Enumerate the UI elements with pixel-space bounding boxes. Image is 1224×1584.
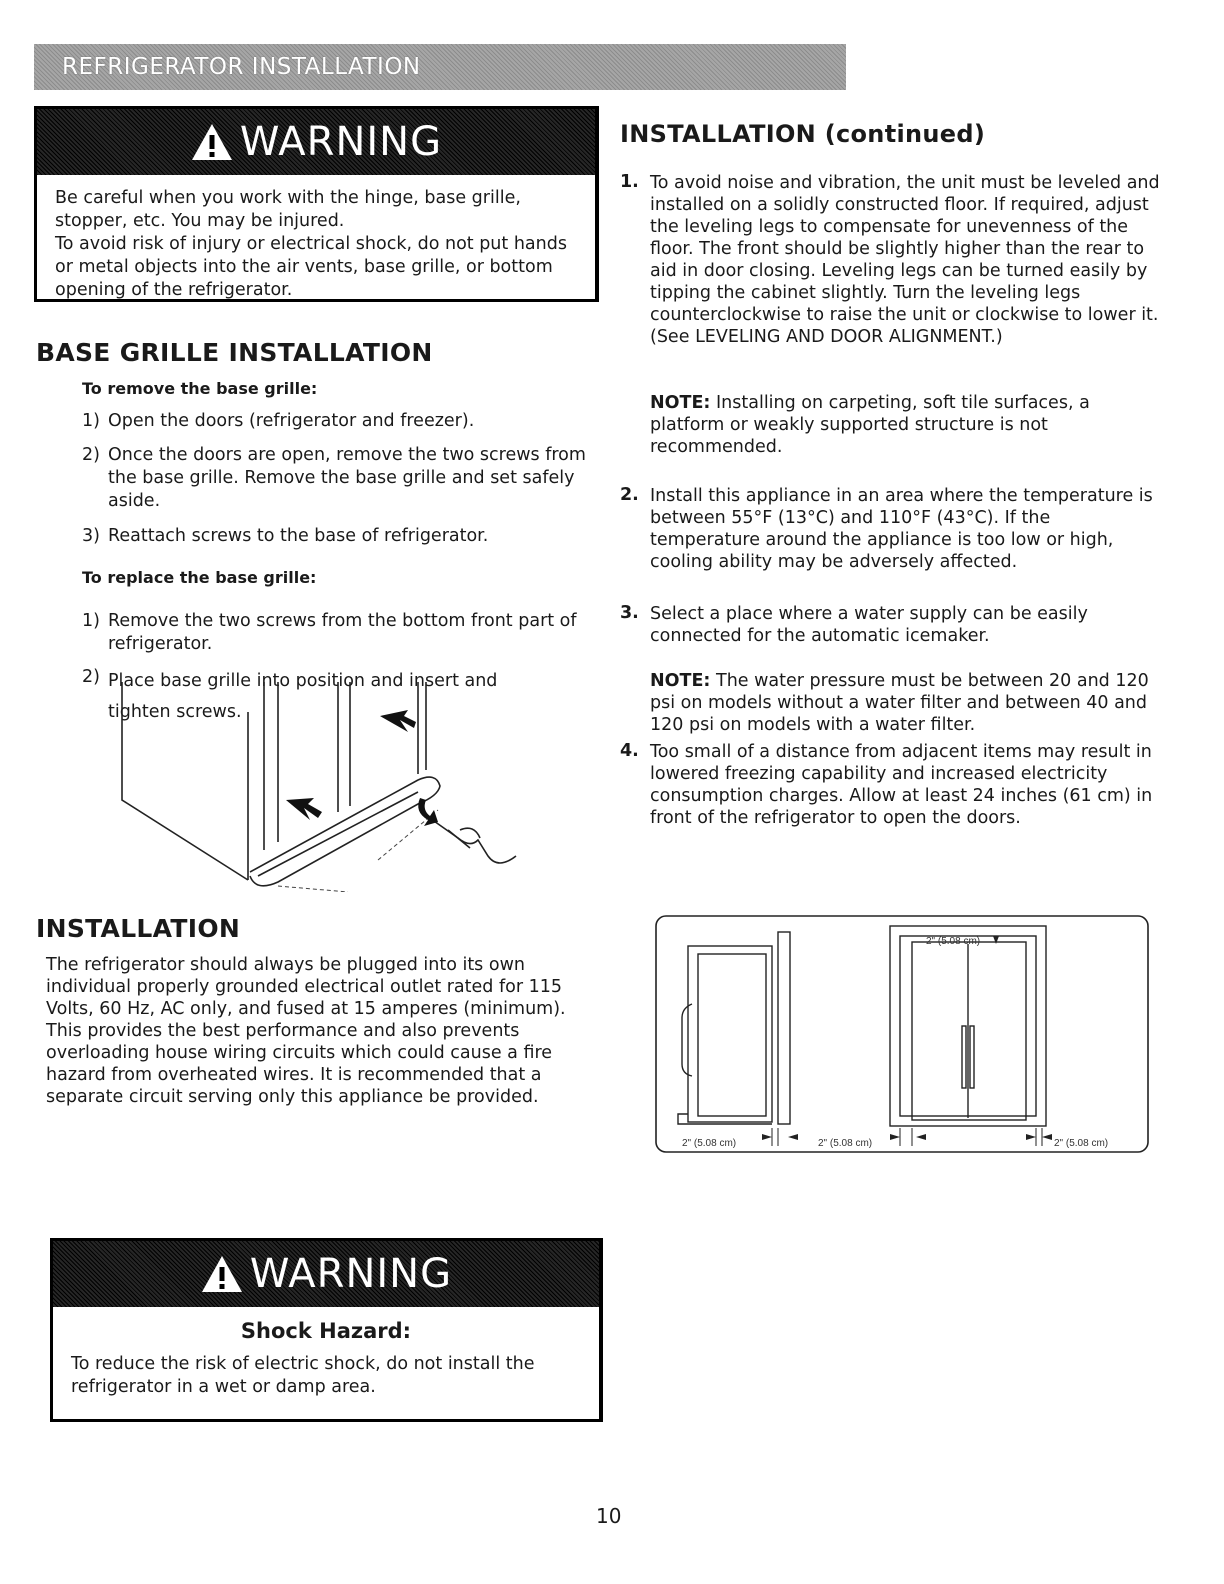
note-label: NOTE:: [650, 393, 711, 413]
list-item: [82, 444, 592, 514]
note: [650, 392, 1090, 458]
item-number: 2.: [620, 485, 639, 505]
warning-header: [53, 1241, 599, 1307]
item-number: 4.: [620, 741, 639, 761]
list-item: [620, 603, 1164, 651]
arrow-icon: [890, 1134, 900, 1140]
item-text-block: [650, 172, 1164, 348]
arrow-icon: [993, 936, 999, 944]
rotation-arrow-icon: [418, 798, 438, 826]
list-item: [620, 172, 1164, 372]
step-number: 3): [82, 526, 100, 546]
installation-heading: INSTALLATION: [36, 914, 241, 943]
item-text: Install this appliance in an area where the temperature is between 55°F (13°C) and 110°F (43°C). If the temperature around the appliance is too low or high, cooling ability may be adversely affected.: [650, 486, 1153, 572]
step-text: Open the doors (refrigerator and freezer).: [108, 411, 475, 431]
warning-paragraph: To avoid risk of injury or electrical shock, do not put hands or metal objects into the air vents, base grille, or bottom opening of the refrigerator.: [55, 234, 567, 300]
note-label: NOTE:: [650, 671, 711, 691]
clearance-label-right: 2" (5.08 cm): [1054, 1138, 1109, 1149]
page-number: 10: [596, 1504, 622, 1528]
warning-title: WARNING: [239, 119, 443, 165]
replace-grille-subheading: To replace the base grille:: [82, 568, 317, 587]
warning-box-top: [34, 106, 599, 302]
warning-paragraph: To reduce the risk of electric shock, do not install the refrigerator in a wet or damp area.: [71, 1354, 535, 1397]
arrow-icon: [788, 1134, 798, 1140]
installation-text: The refrigerator should always be plugged into its own individual properly grounded electrical outlet rated for 115 Volts, 60 Hz, AC only, and fused at 15 amperes (minimum). This provides the best performance and also prevents overloading house wiring circuits which could cause a fire hazard from overheated wires. It is recommended that a separate circuit serving only this appliance be provided.: [46, 955, 566, 1107]
step-text: Once the doors are open, remove the two screws from the base grille. Remove the base grille and set safely aside.: [108, 445, 586, 511]
warning-paragraph: Be careful when you work with the hinge, base grille, stopper, etc. You may be injured.: [55, 188, 521, 231]
warning-box-bottom: [50, 1238, 603, 1422]
warning-body: [37, 175, 595, 302]
cross-reference: LEVELING AND DOOR ALIGNMENT.): [695, 327, 1003, 347]
list-item: [82, 410, 592, 434]
clearance-label-mid: 2" (5.08 cm): [818, 1138, 873, 1149]
list-item: [620, 485, 1164, 575]
warning-header: [37, 109, 595, 175]
note-text: Installing on carpeting, soft tile surfaces, a platform or weakly supported structure is not recommended.: [650, 393, 1090, 457]
arrow-icon: [1042, 1134, 1052, 1140]
item-text: Too small of a distance from adjacent items may result in lowered freezing capability and increased electricity consumption charges. Allow at least 24 inches (61 cm) in front of the refrigerator to open the doors.: [650, 742, 1153, 828]
note: [650, 670, 1150, 736]
installation-continued-heading: INSTALLATION (continued): [620, 120, 986, 148]
clearance-diagram: [654, 914, 1150, 1156]
list-item: [620, 741, 1164, 861]
item-text: To avoid noise and vibration, the unit must be leveled and installed on a solidly constructed floor. If required, adjust the leveling legs to compensate for unevenness of the floor. The front should be slightly higher than the rear to aid in door closing. Leveling legs can be turned easily by tipping the cabinet slightly. Turn the leveling legs counterclockwise to raise the unit or clockwise to lower it. (See: [650, 173, 1160, 347]
base-grille-heading: BASE GRILLE INSTALLATION: [36, 338, 433, 367]
warning-triangle-icon: [190, 122, 234, 162]
list-item: [82, 610, 592, 658]
item-text: Select a place where a water supply can be easily connected for the automatic icemaker.: [650, 604, 1088, 646]
warning-body: [53, 1343, 599, 1399]
arrow-icon: [762, 1134, 772, 1140]
step-number: 1): [82, 611, 100, 631]
warning-title: WARNING: [249, 1251, 453, 1297]
note-text: The water pressure must be between 20 and 120 psi on models without a water filter and between 40 and 120 psi on models with a water filter.: [650, 671, 1149, 735]
section-header-bar: [34, 44, 846, 90]
item-number: 1.: [620, 172, 639, 192]
section-title: REFRIGERATOR INSTALLATION: [62, 54, 421, 80]
clearance-label-left: 2" (5.08 cm): [682, 1138, 737, 1149]
arrow-icon: [916, 1134, 926, 1140]
arrow-icon: [1026, 1134, 1036, 1140]
step-text: Remove the two screws from the bottom front part of refrigerator.: [108, 611, 577, 654]
warning-triangle-icon: [200, 1254, 244, 1294]
item-number: 3.: [620, 603, 639, 623]
base-grille-illustration: [118, 680, 528, 892]
list-item: [82, 525, 592, 549]
step-number: 2): [82, 667, 100, 687]
remove-grille-subheading: To remove the base grille:: [82, 379, 318, 398]
step-text: Reattach screws to the base of refrigerator.: [108, 526, 489, 546]
step-number: 2): [82, 445, 100, 465]
step-number: 1): [82, 411, 100, 431]
clearance-label-top: 2" (5.08 cm): [926, 936, 981, 947]
step-text: Place base grille into position and insert and tighten screws.: [108, 671, 498, 722]
shock-hazard-subtitle: Shock Hazard:: [240, 1319, 412, 1343]
